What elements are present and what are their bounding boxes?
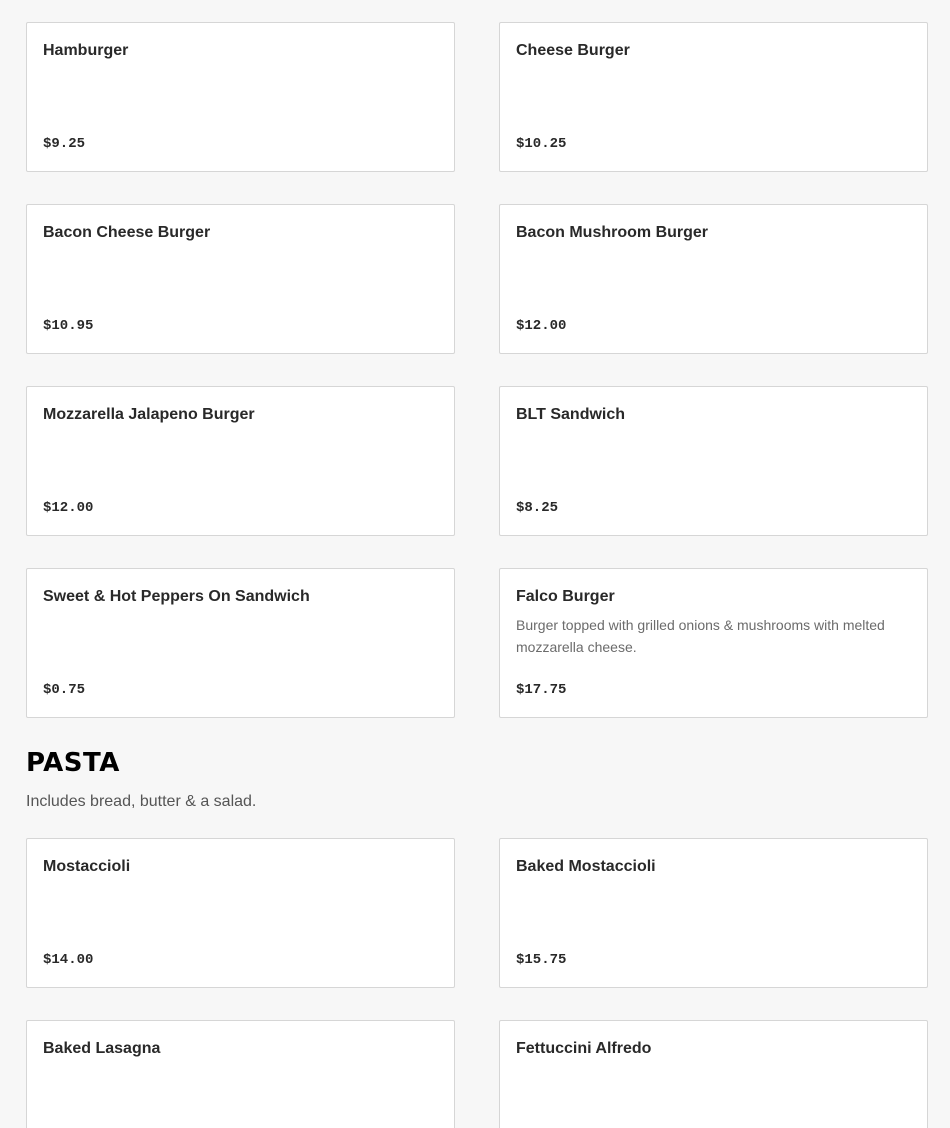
menu-item-name: Falco Burger: [516, 588, 615, 605]
menu-item-card[interactable]: [499, 22, 928, 172]
menu-item-description: Burger topped with grilled onions & mushrooms with melted mozzarella cheese.: [516, 617, 885, 655]
menu-item-price: $10.25: [516, 136, 567, 152]
menu-item-price: $8.25: [516, 500, 559, 516]
menu-item-name: Baked Mostaccioli: [516, 858, 656, 875]
menu-item-card[interactable]: [26, 1020, 455, 1128]
menu-item-name: Baked Lasagna: [43, 1040, 161, 1057]
menu-item-card[interactable]: [499, 568, 928, 718]
menu-item-card[interactable]: [499, 204, 928, 354]
menu-item-name: Bacon Mushroom Burger: [516, 224, 709, 241]
section-title: PASTA: [26, 748, 120, 778]
menu-item-name: Mozzarella Jalapeno Burger: [43, 406, 255, 423]
menu-item-name: Fettuccini Alfredo: [516, 1040, 652, 1057]
menu-item-card[interactable]: [499, 386, 928, 536]
menu-item-card[interactable]: [26, 838, 455, 988]
menu-item-card[interactable]: [26, 568, 455, 718]
section-description: Includes bread, butter & a salad.: [26, 793, 257, 810]
menu-item-name: Bacon Cheese Burger: [43, 224, 211, 241]
menu-item-name: Mostaccioli: [43, 858, 131, 875]
menu-item-price: $15.75: [516, 952, 567, 968]
menu-item-price: $0.75: [43, 682, 86, 698]
menu-item-card[interactable]: [26, 22, 455, 172]
menu-item-card[interactable]: [499, 838, 928, 988]
menu-item-card[interactable]: [26, 204, 455, 354]
menu-item-price: $10.95: [43, 318, 94, 334]
menu-item-card[interactable]: [499, 1020, 928, 1128]
menu-item-name: Hamburger: [43, 42, 129, 59]
menu-item-card[interactable]: [26, 386, 455, 536]
menu-item-name: Cheese Burger: [516, 42, 630, 59]
menu-item-name: BLT Sandwich: [516, 406, 626, 423]
menu-item-price: $9.25: [43, 136, 86, 152]
menu-item-name: Sweet & Hot Peppers On Sandwich: [43, 588, 310, 605]
menu-item-price: $12.00: [43, 500, 94, 516]
menu-item-price: $17.75: [516, 682, 567, 698]
menu-item-price: $12.00: [516, 318, 567, 334]
menu-item-price: $14.00: [43, 952, 94, 968]
